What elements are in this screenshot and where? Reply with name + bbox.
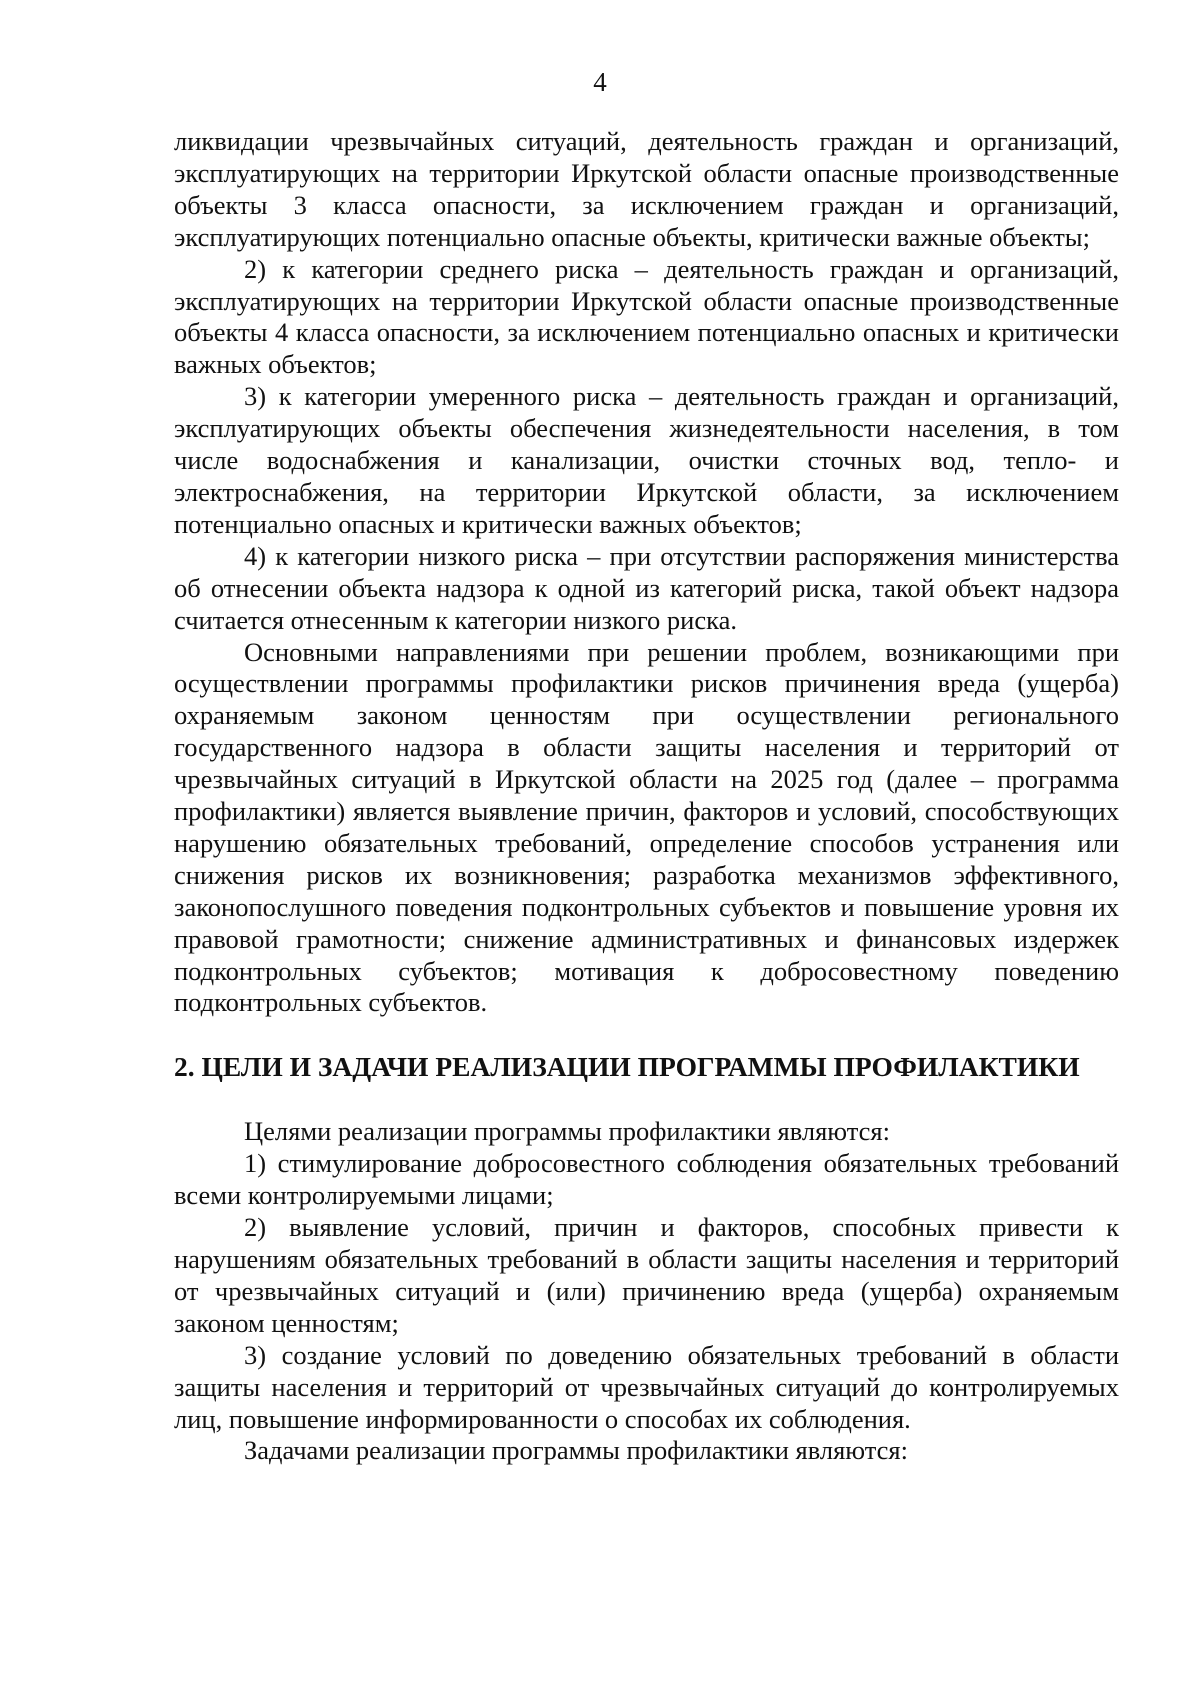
paragraph-risk-high-continued: ликвидации чрезвычайных ситуаций, деятельность граждан и организаций, эксплуатирующих на территории Иркутской области опасные производственные объекты 3 класса опасности, за исключением граждан и организаций, эксплуатирующих потенциально опасные объекты, критически важные объекты; <box>174 126 1119 252</box>
paragraph-risk-low: 4) к категории низкого риска – при отсутствии распоряжения министерства об отнесении объекта надзора к одной из категорий риска, такой объект надзора считается отнесенным к категории низкого риска. <box>174 540 1119 635</box>
document-body <box>174 126 1119 1467</box>
paragraph-tasks-intro: Задачами реализации программы профилактики являются: <box>244 1435 908 1466</box>
paragraph-goal-3: 3) создание условий по доведению обязательных требований в области защиты населения и территорий от чрезвычайных ситуаций до контролируемых лиц, повышение информированности о способах их соблюдения. <box>174 1339 1119 1434</box>
paragraph-goals-intro: Целями реализации программы профилактики являются: <box>244 1116 890 1147</box>
section-heading: 2. ЦЕЛИ И ЗАДАЧИ РЕАЛИЗАЦИИ ПРОГРАММЫ ПРОФИЛАКТИКИ <box>174 1051 1080 1083</box>
page-number: 4 <box>593 67 607 97</box>
paragraph-risk-moderate: 3) к категории умеренного риска – деятельность граждан и организаций, эксплуатирующих объекты обеспечения жизнедеятельности населения, в том числе водоснабжения и канализации, очистки сточных вод, тепло- и электроснабжения, на территории Иркутской области, за исключением потенциально опасных и критически важных объектов; <box>174 381 1119 539</box>
paragraph-main-directions: Основными направлениями при решении проблем, возникающими при осуществлении программы профилактики рисков причинения вреда (ущерба) охраняемым законом ценностям при осуществлении регионального государственного надзора в области защиты населения и территорий от чрезвычайных ситуаций в Иркутской области на 2025 год (далее – программа профилактики) является выявление причин, факторов и условий, способствующих нарушению обязательных требований, определение способов устранения или снижения рисков их возникновения; разработка механизмов эффективного, законопослушного поведения подконтрольных субъектов и повышение уровня их правовой грамотности; снижение административных и финансовых издержек подконтрольных субъектов; мотивация к добросовестному поведению подконтрольных субъектов. <box>174 636 1119 1018</box>
paragraph-risk-medium: 2) к категории среднего риска – деятельность граждан и организаций, эксплуатирующих на территории Иркутской области опасные производственные объекты 4 класса опасности, за исключением потенциально опасных и критически важных объектов; <box>174 253 1119 380</box>
paragraph-goal-1: 1) стимулирование добросовестного соблюдения обязательных требований всеми контролируемыми лицами; <box>174 1148 1119 1211</box>
paragraph-goal-2: 2) выявление условий, причин и факторов, способных привести к нарушениям обязательных требований в области защиты населения и территорий от чрезвычайных ситуаций и (или) причинению вреда (ущерба) охраняемым законом ценностям; <box>174 1212 1119 1338</box>
